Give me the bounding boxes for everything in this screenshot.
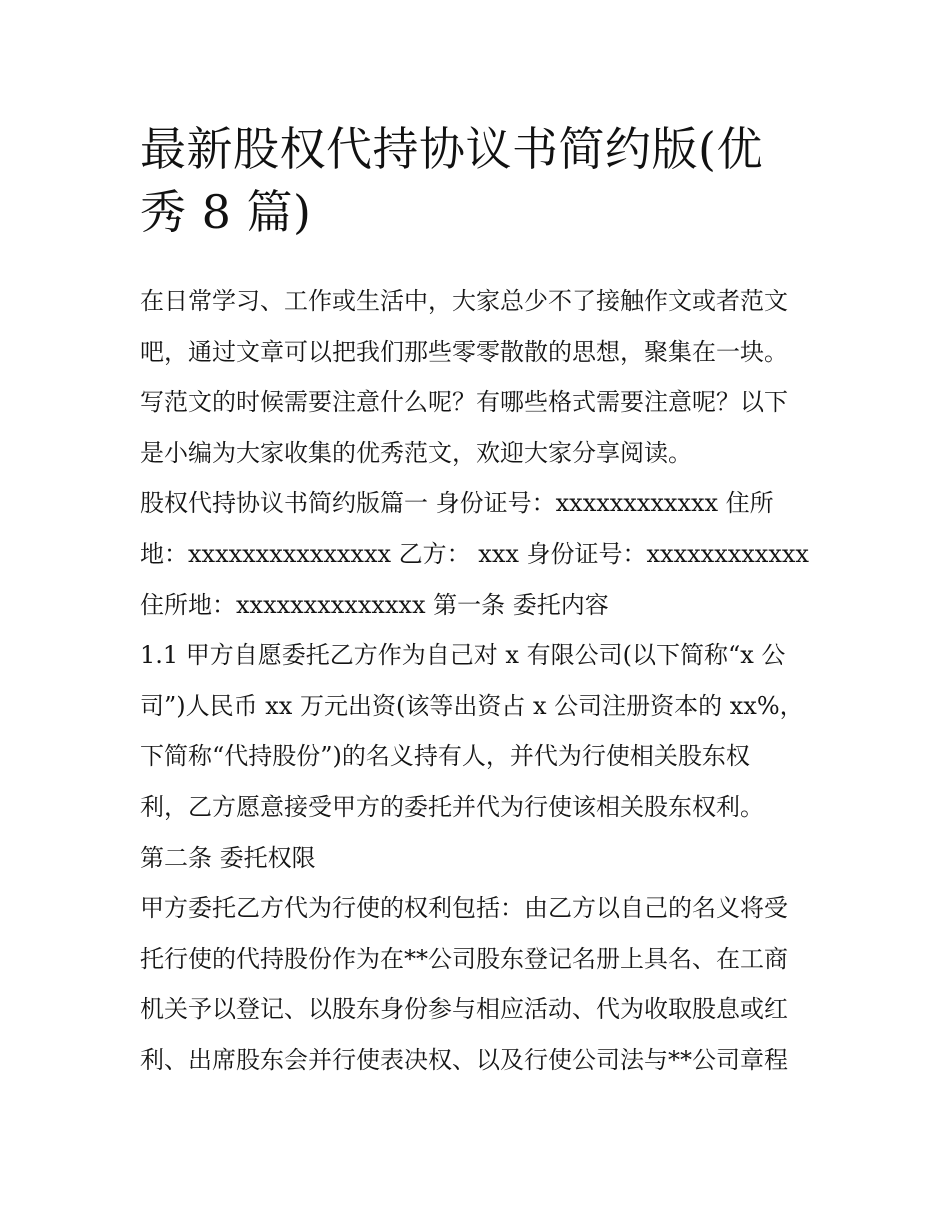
document-body bbox=[140, 276, 830, 1086]
document-title bbox=[140, 118, 830, 244]
body-line: 住所地：xxxxxxxxxxxxxx 第一条 委托内容 bbox=[140, 590, 609, 619]
body-line: 下简称“代持股份”)的名义持有人，并代为行使相关股东权 bbox=[140, 742, 750, 771]
body-line: 机关予以登记、以股东身份参与相应活动、代为收取股息或红 bbox=[140, 995, 788, 1024]
body-line: 股权代持协议书简约版篇一 身份证号：xxxxxxxxxxxx 住所 bbox=[140, 489, 774, 518]
title-line-1: 最新股权代持协议书简约版(优 bbox=[140, 122, 763, 176]
body-line: 托行使的代持股份作为在**公司股东登记名册上具名、在工商 bbox=[140, 944, 788, 973]
body-line: 地：xxxxxxxxxxxxxxx 乙方： xxx 身份证号：xxxxxxxxxxxx bbox=[140, 539, 809, 568]
body-line: 吧，通过文章可以把我们那些零零散散的思想，聚集在一块。 bbox=[140, 337, 788, 366]
body-line: 写范文的时候需要注意什么呢？有哪些格式需要注意呢？以下 bbox=[140, 388, 788, 417]
body-line: 甲方委托乙方代为行使的权利包括：由乙方以自己的名义将受 bbox=[140, 894, 788, 923]
body-line: 利、出席股东会并行使表决权、以及行使公司法与**公司章程 bbox=[140, 1045, 788, 1074]
body-line: 利，乙方愿意接受甲方的委托并代为行使该相关股东权利。 bbox=[140, 792, 764, 821]
body-line: 司”)人民币 xx 万元出资(该等出资占 x 公司注册资本的 xx%， bbox=[140, 691, 804, 720]
section-heading: 第二条 委托权限 bbox=[140, 843, 316, 872]
body-line: 是小编为大家收集的优秀范文，欢迎大家分享阅读。 bbox=[140, 438, 692, 467]
body-line: 1.1 甲方自愿委托乙方作为自己对 x 有限公司(以下简称“x 公 bbox=[140, 641, 786, 670]
body-line: 在日常学习、工作或生活中，大家总少不了接触作文或者范文 bbox=[140, 287, 788, 315]
title-line-2: 秀 8 篇) bbox=[140, 185, 312, 239]
